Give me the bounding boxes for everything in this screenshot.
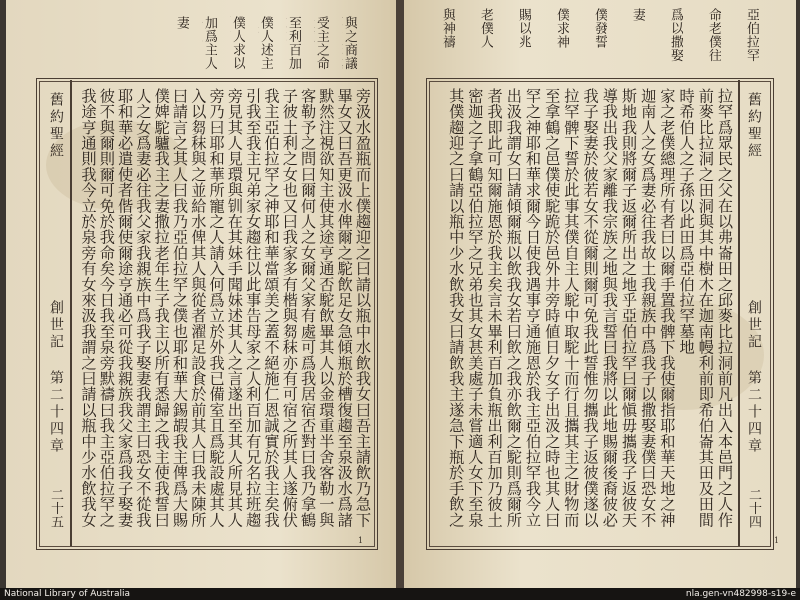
- body-column: 默然注視欲知主使其途亨通否駝飲畢其人以金環重半舍客勒一與: [317, 88, 336, 528]
- body-column: 前麥比拉洞之田洞與其中樹木在迦南幔利前即希伯崙其田及田間: [696, 88, 715, 528]
- body-column: 拉罕爲眾民之父在以弗崙田之邱麥比拉洞前凡出入本邑門之人作: [716, 88, 734, 528]
- body-column: 旁汲水盈瓶而上僕趨迎之曰請以瓶中水飲我女曰吾主請飲乃急下: [354, 88, 372, 528]
- right-chapter-label: 第二十四章: [746, 370, 762, 455]
- body-column: 斯地我則將爾子返爾所出之地乎亞伯拉罕曰爾愼毋攜我子返彼天: [620, 88, 638, 528]
- head-note-column: 加爲主人: [202, 16, 217, 70]
- body-column: 者我即此可知爾施恩於我主矣言未畢利百加負瓶出利百加乃彼土: [485, 88, 504, 528]
- left-page-number: 二十五: [48, 488, 63, 529]
- head-note-column: 妻: [174, 16, 189, 30]
- book-gutter: [396, 0, 404, 588]
- body-column: 彼不與爾則爾可免於我命矣今日我至泉旁默禱曰我主亞伯拉罕之: [97, 88, 116, 528]
- body-column: 僕婢駝驢我主之妻撒拉老年生子我主以所有悉歸之我主使我誓曰: [152, 88, 171, 528]
- left-book-label: 創世記: [48, 300, 64, 351]
- left-page: [6, 0, 396, 588]
- body-column: 導我出我父家離我宗族之地與我言誓曰我將以此地賜爾後裔彼必: [600, 88, 619, 528]
- body-column: 我主亞伯拉罕之神耶和華當頌美之蓋不絕施仁恩誠實於我主矣我: [262, 88, 281, 528]
- head-note-column: 老僕人: [478, 8, 493, 49]
- right-running-title: 舊約聖經: [746, 92, 762, 160]
- body-column: 時希伯人之子孫以此田爲亞伯拉罕墓地: [677, 88, 696, 355]
- body-column: 我途亨通則我今立於泉旁有女來汲我謂之曰請以瓶中少水飲我女: [79, 88, 98, 528]
- body-column: 罕之神耶和華求爾今日使我遇事亨通施恩於我主亞伯拉罕我今立: [524, 88, 542, 528]
- body-column: 引我至我主兄弟家女趨往以此事告母家之人利百加有兄名拉班趨: [244, 88, 263, 528]
- body-column: 畢女又曰吾更汲水俾爾之駝飲足女急傾瓶於槽復趨至泉汲水爲諸: [335, 88, 354, 528]
- head-note-column: 命老僕往: [706, 8, 721, 62]
- body-column: 入以芻秣與之並給水俾其人與從者濯足設食於前其人曰我未陳所: [189, 88, 208, 528]
- body-column: 客勒予之問曰爾何人之女爾父家有處可爲我居宿否對曰我乃拿鶴: [299, 88, 318, 528]
- head-note-column: 至利百加: [286, 16, 301, 70]
- head-note-column: 賜以兆: [516, 8, 531, 49]
- left-chapter-label: 第二十四章: [48, 370, 64, 455]
- head-note-column: 與神禱: [440, 8, 455, 49]
- right-page: [404, 0, 796, 588]
- right-book-label: 創世記: [746, 300, 762, 351]
- body-column: 耶和華必遣使者偕爾使爾途亨通必可從我親族我父家爲我子娶妻: [116, 88, 135, 528]
- head-note-column: 僕人求以: [230, 16, 245, 70]
- body-column: 至拿鶴之邑僕使駝跪於邑外井旁時値日夕女子出汲之時也其人曰: [543, 88, 562, 528]
- head-note-column: 僕求神: [554, 8, 569, 49]
- head-note-column: 妻: [630, 8, 645, 22]
- body-column: 曰請言之其人曰我乃亞伯拉罕之僕也耶和華大錫嘏我主俾爲大賜: [171, 88, 189, 528]
- left-title-rule: [70, 80, 72, 546]
- head-note-column: 爲以撒娶: [668, 8, 683, 62]
- body-column: 拉罕髀下誓於此事其僕自主人駝中取駝十而行且攜其主之財物而: [562, 88, 581, 528]
- head-note-column: 僕發誓: [592, 8, 607, 49]
- head-note-column: 僕人述主: [258, 16, 273, 70]
- credit-right: nla.gen-vn482998-s19-e: [685, 589, 796, 599]
- body-column: 家之老僕總理所有者曰以爾手置我髀下我使爾指耶和華天地之神: [658, 88, 677, 528]
- head-note-column: 與之商議: [342, 16, 357, 70]
- right-page-tab: 1: [774, 536, 780, 545]
- body-column: 人之女爲妻必往我父家我親族中爲我子娶妻我謂主曰恐女不從我: [134, 88, 153, 528]
- body-column: 子彼土利之女也又曰我家多有楷與芻秣亦有可宿之所其人遂俯伏: [280, 88, 299, 528]
- body-column: 旁乃曰耶和華所寵之人請入何爲立於外我已備室且爲駝設處其人: [207, 88, 226, 528]
- head-note-column: 受主之命: [314, 16, 329, 70]
- body-column: 迦南人之女爲妻必往我故土我親族中爲我子以撒娶妻僕曰恐女不: [639, 88, 658, 528]
- body-column: 旁見其人見環與钏在其妹手聞妹述其人之言遂出至其人所見其人: [225, 88, 244, 528]
- body-column: 出汲我謂女曰請傾爾瓶以飲我女若曰飲之我亦飲爾之駝則爲爾所: [504, 88, 523, 528]
- left-page-tab: 1: [358, 536, 364, 545]
- body-column: 我子娶妻於彼若女不從爾則爾可免我此誓惟勿攜我子返彼僕遂以: [581, 88, 600, 528]
- right-page-number: 二十四: [746, 488, 761, 529]
- left-running-title: 舊約聖經: [48, 92, 64, 160]
- body-column: 密迦之子拿鶴亞伯拉罕之兄弟也其女甚美處子未嘗適人女下至泉: [466, 88, 485, 528]
- body-column: 其僕趨迎之曰請以瓶中少水飲我女曰請飲我主遂急下瓶於手飲之: [447, 88, 466, 528]
- credit-left: National Library of Australia: [4, 589, 131, 599]
- head-note-column: 亞伯拉罕: [744, 8, 759, 62]
- right-title-rule: [738, 80, 740, 546]
